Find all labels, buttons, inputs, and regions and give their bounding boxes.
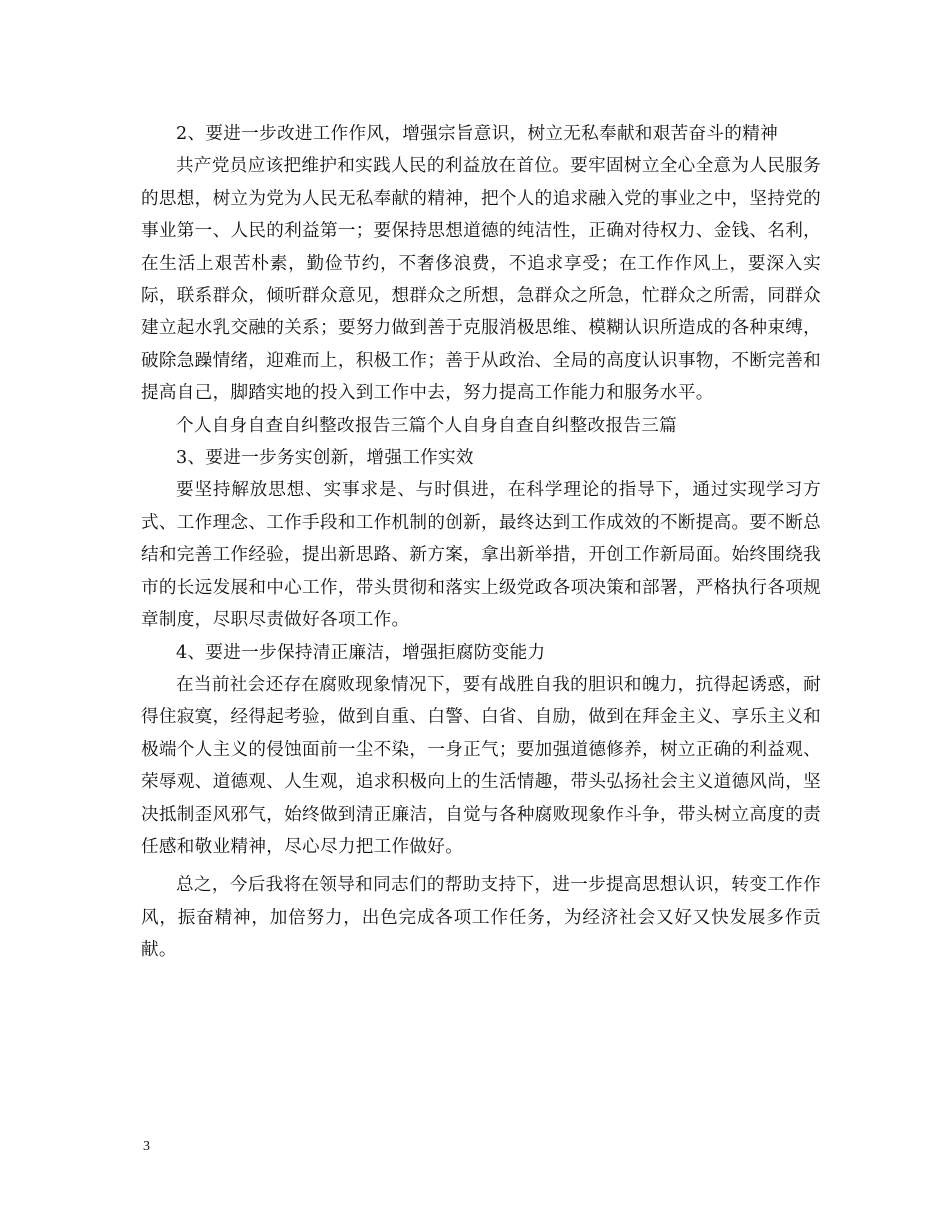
body-paragraph: 共产党员应该把维护和实践人民的利益放在首位。要牢固树立全心全意为人民服务的思想，树立为党为人民无私奉献的精神，把个人的追求融入党的事业之中，坚持党的事业第一、人民的利益第一；要保持思想道德的纯洁性，正确对待权力、金钱、名利，在生活上艰苦朴素，勤俭节约，不奢侈浪费，不追求享受；在工作作风上，要深入实际，联系群众，倾听群众意见，想群众之所想，急群众之所急，忙群众之所需，同群众建立起水乳交融的关系；要努力做到善于克服消极思维、模糊认识所造成的各种束缚，破除急躁情绪，迎难而上，积极工作；善于从政治、全局的高度认识事物，不断完善和提高自己，脚踏实地的投入到工作中去，努力提高工作能力和服务水平。 [141,156,821,404]
document-body [141,118,821,967]
conclusion-paragraph: 总之，今后我将在领导和同志们的帮助支持下，进一步提高思想认识，转变工作作风，振奋精神，加倍努力，出色完成各项工作任务，为经济社会又好又快发展多作贡献。 [141,875,821,961]
section-heading-4: 4、要进一步保持清正廉洁，增强拒腐防变能力 [176,642,546,663]
section-heading-2: 2、要进一步改进工作作风，增强宗旨意识，树立无私奉献和艰苦奋斗的精神 [176,124,778,144]
page-number: 3 [143,1139,150,1154]
body-paragraph: 个人自身自查自纠整改报告三篇个人自身自查自纠整改报告三篇 [176,415,678,436]
section-heading-3: 3、要进一步务实创新，增强工作实效 [176,448,474,469]
body-paragraph: 要坚持解放思想、实事求是、与时俱进，在科学理论的指导下，通过实现学习方式、工作理念、工作手段和工作机制的创新，最终达到工作成效的不断提高。要不断总结和完善工作经验，提出新思路、新方案，拿出新举措，开创工作新局面。始终围绕我市的长远发展和中心工作，带头贯彻和落实上级党政各项决策和部署，严格执行各项规章制度，尽职尽责做好各项工作。 [141,480,821,631]
body-paragraph: 在当前社会还存在腐败现象情况下，要有战胜自我的胆识和魄力，抗得起诱惑，耐得住寂寞，经得起考验，做到自重、白警、白省、自励，做到在拜金主义、享乐主义和极端个人主义的侵蚀面前一尘不染，一身正气；要加强道德修养，树立正确的利益观、荣辱观、道德观、人生观，追求积极向上的生活情趣，带头弘扬社会主义道德风尚，坚决抵制歪风邪气，始终做到清正廉洁，自觉与各种腐败现象作斗争，带头树立高度的责任感和敬业精神，尽心尽力把工作做好。 [141,674,821,857]
